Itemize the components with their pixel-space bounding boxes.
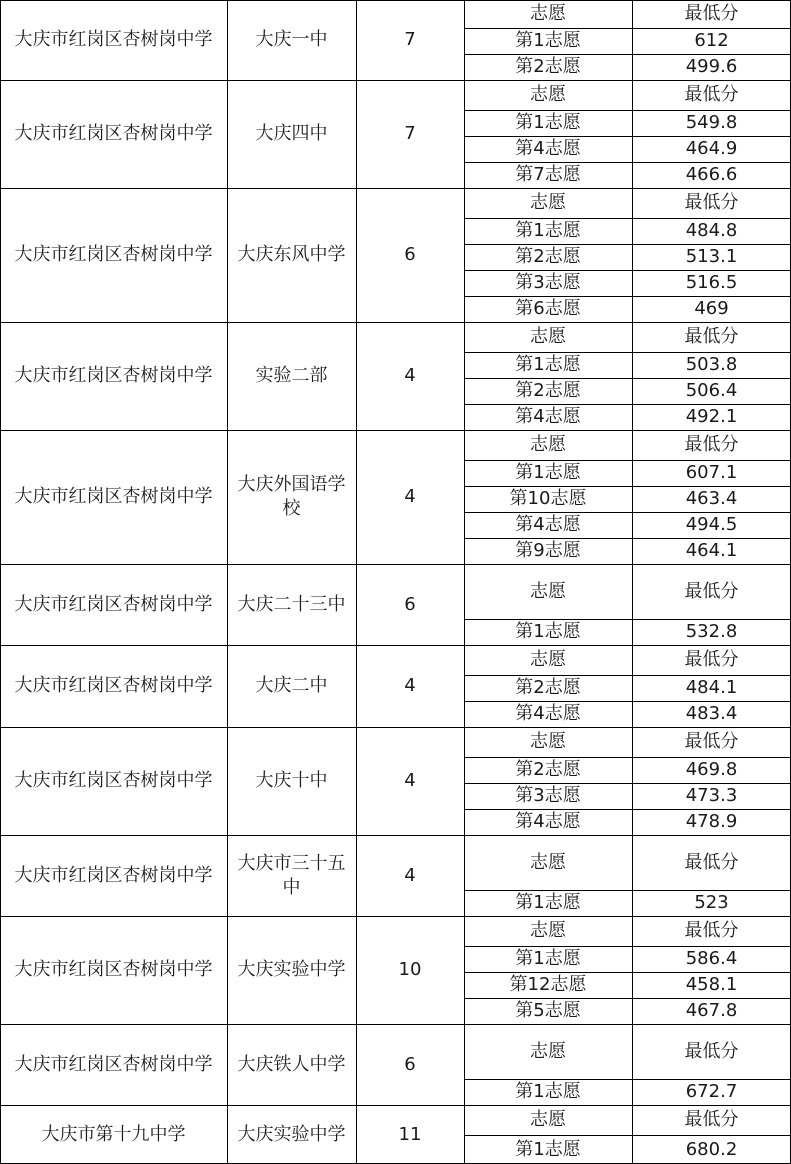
choice-cell: 第1志愿 (515, 462, 581, 483)
row-divider (464, 110, 791, 111)
school-name-cell: 大庆市红岗区杏树岗中学 (14, 123, 213, 144)
row-divider (464, 162, 791, 163)
min-score-cell: 466.6 (685, 164, 738, 185)
row-divider (0, 80, 791, 81)
row-divider (464, 972, 791, 973)
choice-cell: 第2志愿 (515, 56, 581, 77)
choice-cell: 第4志愿 (515, 406, 581, 427)
choice-header-cell: 志愿 (530, 580, 566, 602)
enroll-count-cell: 4 (404, 486, 416, 507)
target-school-cell: 大庆一中 (255, 29, 328, 50)
row-divider (464, 352, 791, 353)
column-divider (464, 0, 465, 1164)
row-divider (464, 809, 791, 810)
min-score-cell: 464.9 (685, 138, 738, 159)
row-divider (464, 28, 791, 29)
choice-cell: 第1志愿 (515, 621, 581, 642)
row-divider (0, 322, 791, 323)
min-score-cell: 516.5 (685, 272, 738, 293)
column-divider (227, 0, 228, 1164)
choice-cell: 第4志愿 (515, 703, 581, 724)
school-name-cell: 大庆市红岗区杏树岗中学 (14, 244, 213, 265)
min-score-cell: 612 (694, 30, 729, 51)
enroll-count-cell: 4 (404, 675, 416, 696)
choice-header-cell: 志愿 (530, 731, 566, 752)
row-divider (464, 701, 791, 702)
row-divider (464, 512, 791, 513)
choice-cell: 第2志愿 (515, 677, 581, 698)
choice-header-cell: 志愿 (530, 1040, 566, 1062)
choice-cell: 第1志愿 (515, 220, 581, 241)
min-score-cell: 494.5 (685, 514, 738, 535)
enroll-count-cell: 7 (404, 29, 416, 50)
enroll-count-cell: 7 (404, 123, 416, 144)
row-divider (464, 54, 791, 55)
choice-header-cell: 志愿 (530, 192, 566, 213)
target-school-cell: 大庆十中 (255, 770, 328, 791)
target-school-cell: 实验二部 (255, 365, 328, 386)
row-divider (464, 136, 791, 137)
min-score-header-cell: 最低分 (684, 851, 739, 873)
min-score-header-cell: 最低分 (684, 920, 739, 941)
target-school-cell: 大庆四中 (255, 123, 328, 144)
choice-cell: 第12志愿 (509, 974, 587, 995)
min-score-cell: 463.4 (685, 488, 738, 509)
min-score-cell: 680.2 (685, 1138, 738, 1160)
choice-header-cell: 志愿 (530, 84, 566, 105)
row-divider (464, 757, 791, 758)
min-score-cell: 672.7 (685, 1081, 738, 1102)
choice-cell: 第1志愿 (515, 112, 581, 133)
school-name-cell: 大庆市红岗区杏树岗中学 (14, 959, 213, 980)
row-divider (464, 404, 791, 405)
target-school-cell: 大庆二中 (255, 675, 328, 696)
min-score-header-cell: 最低分 (684, 192, 739, 213)
column-divider (632, 0, 633, 1164)
school-name-cell: 大庆市第十九中学 (41, 1123, 186, 1145)
min-score-cell: 469 (694, 298, 729, 319)
min-score-cell: 458.1 (685, 974, 738, 995)
min-score-cell: 469.8 (685, 759, 738, 780)
enroll-count-cell: 6 (404, 593, 416, 615)
row-divider (464, 1135, 791, 1136)
row-divider (464, 946, 791, 947)
min-score-cell: 484.8 (685, 220, 738, 241)
choice-header-cell: 志愿 (530, 649, 566, 670)
min-score-cell: 503.8 (685, 354, 738, 375)
school-name-cell: 大庆市红岗区杏树岗中学 (14, 365, 213, 386)
min-score-header-cell: 最低分 (684, 1109, 739, 1130)
row-divider (464, 270, 791, 271)
min-score-cell: 532.8 (685, 621, 738, 642)
enroll-count-cell: 4 (404, 365, 416, 386)
enroll-count-cell: 4 (404, 770, 416, 791)
school-name-cell: 大庆市红岗区杏树岗中学 (14, 1053, 213, 1075)
row-divider (464, 998, 791, 999)
row-divider (0, 727, 791, 728)
target-school-cell: 大庆东风中学 (237, 244, 346, 265)
min-score-cell: 483.4 (685, 703, 738, 724)
row-divider (0, 916, 791, 917)
row-divider (0, 564, 791, 565)
row-divider (464, 244, 791, 245)
school-name-cell: 大庆市红岗区杏树岗中学 (14, 864, 213, 886)
row-divider (464, 486, 791, 487)
choice-header-cell: 志愿 (530, 3, 566, 24)
enroll-count-cell: 4 (404, 864, 416, 886)
row-divider (464, 619, 791, 620)
target-school-cell: 大庆实验中学 (237, 1123, 346, 1145)
choice-cell: 第10志愿 (509, 488, 587, 509)
choice-cell: 第1志愿 (515, 354, 581, 375)
min-score-cell: 586.4 (685, 948, 738, 969)
min-score-cell: 478.9 (685, 811, 738, 832)
enroll-count-cell: 11 (398, 1123, 422, 1145)
min-score-header-cell: 最低分 (684, 434, 739, 455)
school-name-cell: 大庆市红岗区杏树岗中学 (14, 29, 213, 50)
column-divider (356, 0, 357, 1164)
choice-cell: 第7志愿 (515, 164, 581, 185)
choice-cell: 第9志愿 (515, 540, 581, 561)
target-school-cell: 大庆市三十五中 (237, 852, 346, 898)
school-name-cell: 大庆市红岗区杏树岗中学 (14, 770, 213, 791)
min-score-cell: 549.8 (685, 112, 738, 133)
choice-cell: 第2志愿 (515, 380, 581, 401)
target-school-cell: 大庆二十三中 (237, 593, 346, 615)
row-divider (0, 645, 791, 646)
choice-header-cell: 志愿 (530, 326, 566, 347)
column-divider (0, 0, 1, 1164)
min-score-cell: 513.1 (685, 246, 738, 267)
row-divider (464, 296, 791, 297)
min-score-header-cell: 最低分 (684, 326, 739, 347)
row-divider (464, 783, 791, 784)
min-score-cell: 467.8 (685, 1000, 738, 1021)
row-divider (464, 890, 791, 891)
min-score-cell: 607.1 (685, 462, 738, 483)
row-divider (464, 378, 791, 379)
row-divider (464, 460, 791, 461)
row-divider (0, 1105, 791, 1106)
choice-cell: 第1志愿 (515, 892, 581, 913)
min-score-cell: 499.6 (685, 56, 738, 77)
choice-header-cell: 志愿 (530, 851, 566, 873)
choice-cell: 第4志愿 (515, 138, 581, 159)
school-name-cell: 大庆市红岗区杏树岗中学 (14, 593, 213, 615)
target-school-cell: 大庆外国语学校 (237, 474, 346, 519)
choice-cell: 第5志愿 (515, 1000, 581, 1021)
min-score-cell: 473.3 (685, 785, 738, 806)
enroll-count-cell: 10 (398, 959, 422, 980)
min-score-cell: 492.1 (685, 406, 738, 427)
choice-cell: 第4志愿 (515, 514, 581, 535)
min-score-cell: 523 (694, 892, 729, 913)
enroll-count-cell: 6 (404, 1053, 416, 1075)
row-divider (0, 835, 791, 836)
row-divider (0, 0, 791, 1)
row-divider (464, 675, 791, 676)
row-divider (464, 538, 791, 539)
choice-cell: 第6志愿 (515, 298, 581, 319)
min-score-header-cell: 最低分 (684, 731, 739, 752)
choice-cell: 第2志愿 (515, 759, 581, 780)
min-score-header-cell: 最低分 (684, 1040, 739, 1062)
min-score-header-cell: 最低分 (684, 649, 739, 670)
choice-header-cell: 志愿 (530, 1109, 566, 1130)
min-score-cell: 484.1 (685, 677, 738, 698)
school-name-cell: 大庆市红岗区杏树岗中学 (14, 675, 213, 696)
row-divider (0, 430, 791, 431)
choice-cell: 第1志愿 (515, 1081, 581, 1102)
min-score-header-cell: 最低分 (684, 3, 739, 24)
choice-cell: 第1志愿 (515, 948, 581, 969)
choice-cell: 第2志愿 (515, 246, 581, 267)
min-score-header-cell: 最低分 (684, 580, 739, 602)
min-score-header-cell: 最低分 (684, 84, 739, 105)
choice-cell: 第3志愿 (515, 272, 581, 293)
choice-cell: 第3志愿 (515, 785, 581, 806)
min-score-cell: 464.1 (685, 540, 738, 561)
row-divider (464, 218, 791, 219)
row-divider (0, 1024, 791, 1025)
row-divider (0, 188, 791, 189)
row-divider (464, 1079, 791, 1080)
target-school-cell: 大庆实验中学 (237, 959, 346, 980)
choice-header-cell: 志愿 (530, 920, 566, 941)
min-score-cell: 506.4 (685, 380, 738, 401)
choice-cell: 第1志愿 (515, 1138, 581, 1160)
choice-cell: 第4志愿 (515, 811, 581, 832)
choice-header-cell: 志愿 (530, 434, 566, 455)
school-name-cell: 大庆市红岗区杏树岗中学 (14, 486, 213, 507)
choice-cell: 第1志愿 (515, 30, 581, 51)
target-school-cell: 大庆铁人中学 (237, 1053, 346, 1075)
enroll-count-cell: 6 (404, 244, 416, 265)
